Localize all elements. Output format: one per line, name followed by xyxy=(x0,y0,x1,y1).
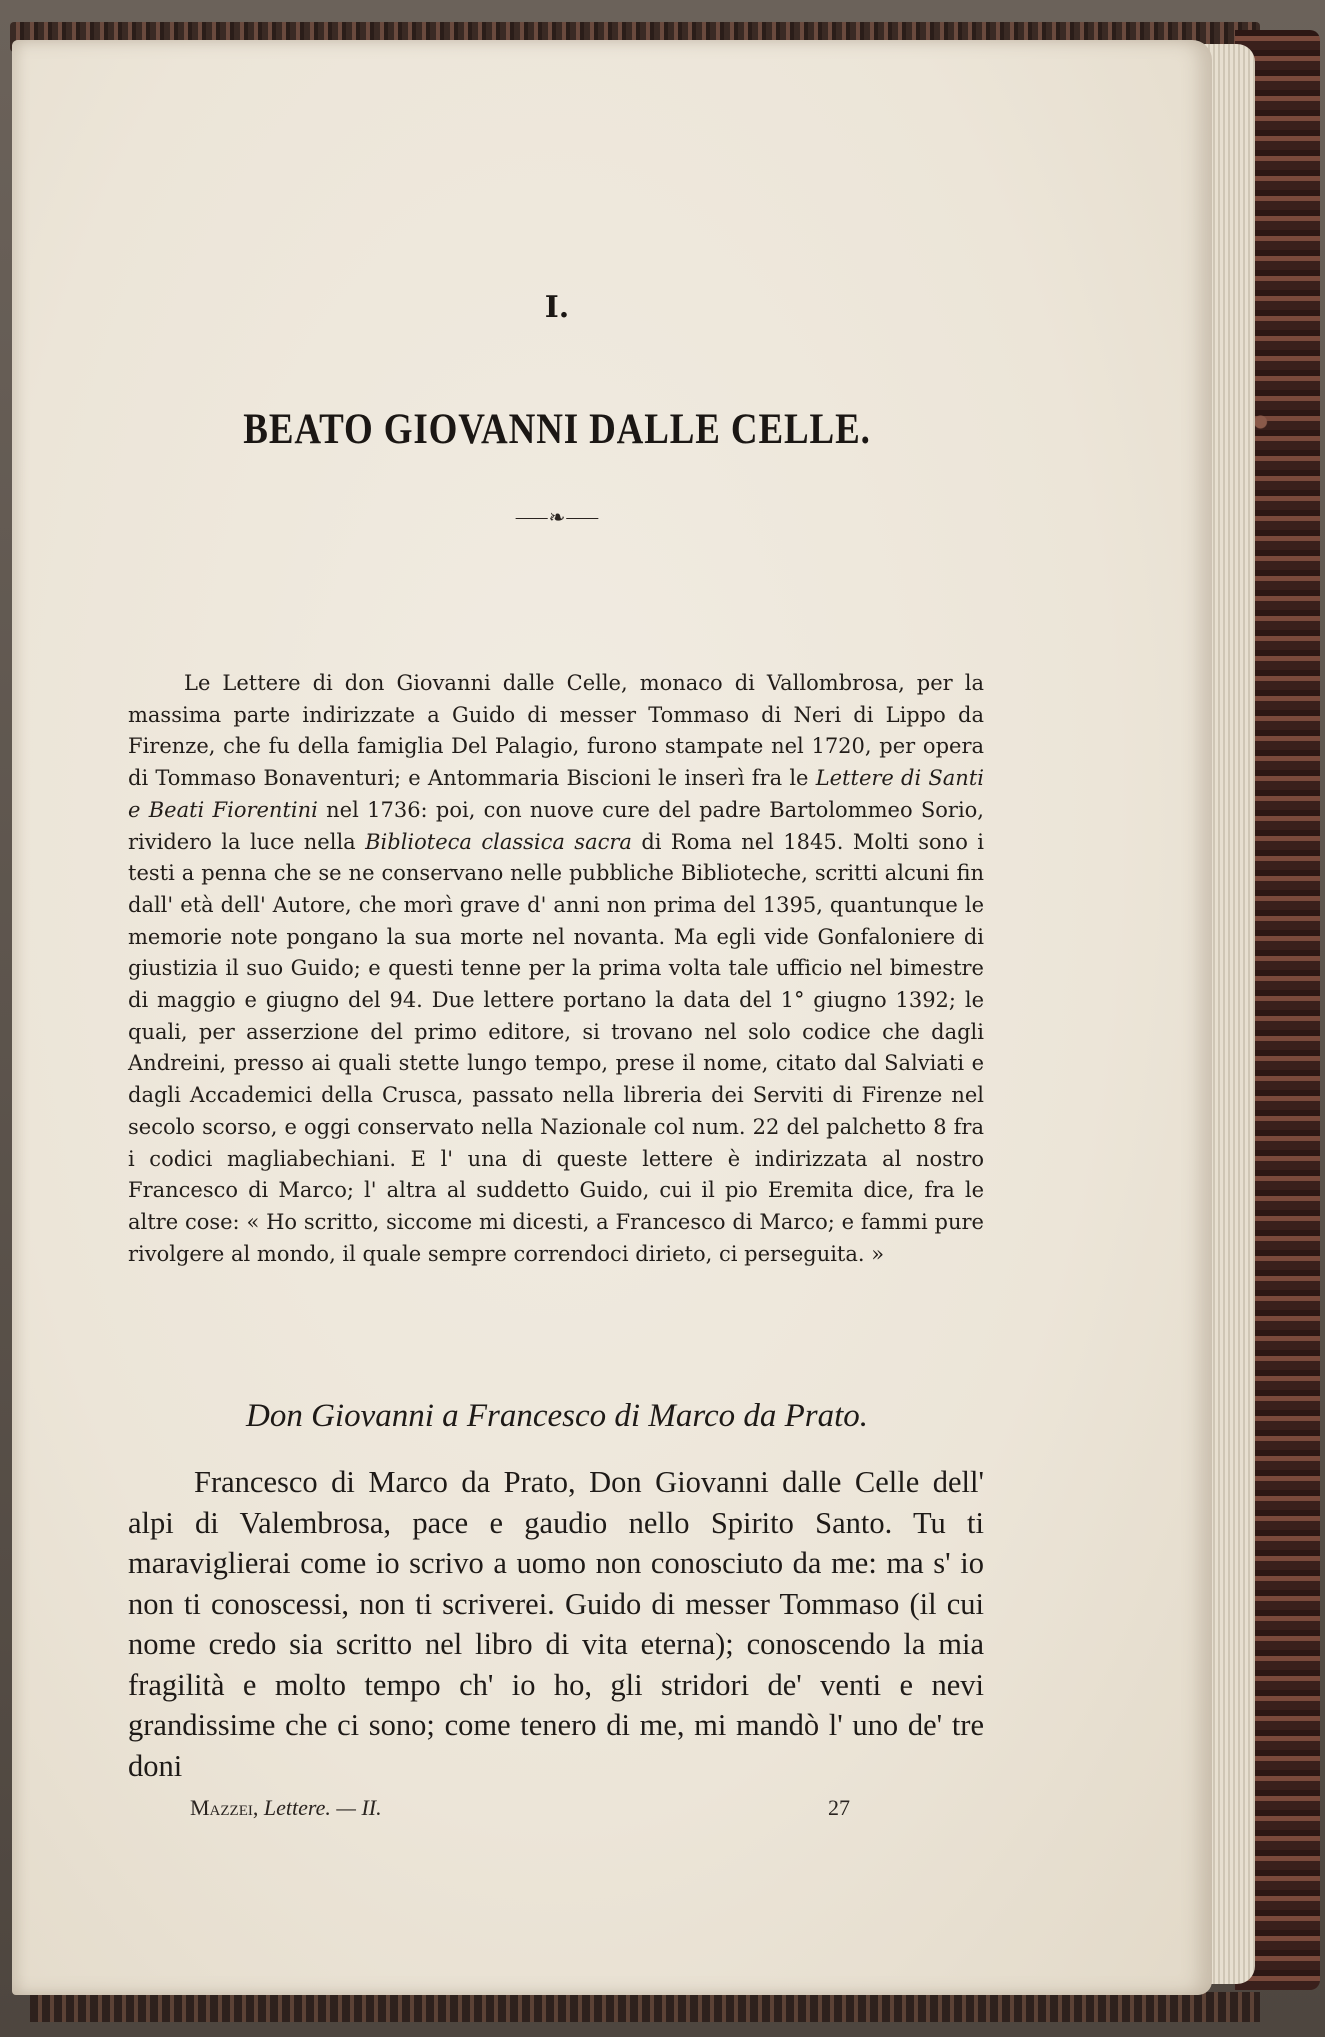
footer-author: Mazzei, xyxy=(190,1795,259,1820)
letter-heading: Don Giovanni a Francesco di Marco da Prato. xyxy=(245,1398,869,1434)
intro-italic-2: Biblioteca classica sacra xyxy=(365,829,632,854)
footer-signature xyxy=(190,1795,382,1821)
ornament-divider: ⸺❧⸺ xyxy=(514,505,600,529)
intro-text-1: Le Lettere di don Giovanni dalle Celle, monaco di Vallombrosa, per la massima parte indirizzate a Guido di messer Tommaso di Neri di Lippo da Firenze, che fu della famiglia Del Palagio, furono stampate nel 1720, per opera di Tommaso Bonaventuri; e Antommaria Biscioni le inserì fra le xyxy=(128,671,984,791)
intro-text-2: nel 1736: poi, con nuove cure del padre Bartolommeo Sorio, rividero la luce nella xyxy=(128,797,984,854)
page-footer xyxy=(190,1795,850,1821)
intro-text-3: di Roma nel 1845. Molti sono i testi a penna che se ne conservano nelle pubbliche Biblioteche, scritti alcuni fin dall' età dell' Autore, che morì grave d' anni non prima del 1395, quantunque le memorie note pongano la sua morte nel novanta. Ma egli vide Gonfaloniere di giustizia il suo Guido; e questi tenne per la prima volta tale ufficio nel bimestre di maggio e giugno del 94. Due lettere portano la data del 1° giugno 1392; le quali, per asserzione del primo editore, si trovano nel solo codice che dagli Andreini, presso ai quali stette lungo tempo, prese il nome, citato dal Salviati e dagli Accademici della Crusca, passato nella libreria dei Serviti di Firenze nel secolo scorso, e oggi conservato nella Nazionale col num. 22 del palchetto 8 fra i codici magliabechiani. E l' una di queste lettere è indirizzata al nostro Francesco di Marco; l' altra al suddetto Guido, cui il pio Eremita dice, fra le altre cose: « Ho scritto, siccome mi dicesti, a Francesco di Marco; e fammi pure rivolgere al mondo, il quale sempre correndoci dirieto, ci perseguita. » xyxy=(128,829,984,1266)
chapter-number: I. xyxy=(544,290,570,325)
letter-text: Francesco di Marco da Prato, Don Giovanni dalle Celle dell' alpi di Valembrosa, pace e gaudio nello Spirito Santo. Tu ti maraviglierai come io scrivo a uomo non conosciuto da me: ma s' io non ti conoscessi, non ti scriverei. Guido di messer Tommaso (il cui nome credo sia scritto nel libro di vita eterna); conoscendo la mia fragilità e molto tempo ch' io ho, gli stridori de' venti e nevi grandissime che ci sono; come tenero di me, mi mandò l' uno de' tre doni xyxy=(128,1465,984,1783)
chapter-title: BEATO GIOVANNI DALLE CELLE. xyxy=(243,406,871,453)
intro-paragraph xyxy=(128,668,984,1270)
page-number: 27 xyxy=(828,1795,850,1820)
intro-italic-1: Lettere di Santi e Beati Fiorentini xyxy=(128,766,984,822)
footer-book-title: Lettere. — II. xyxy=(263,1795,382,1820)
book-page xyxy=(12,40,1212,1995)
book-binding-bottom xyxy=(30,1992,1260,2022)
letter-body xyxy=(128,1462,984,1786)
